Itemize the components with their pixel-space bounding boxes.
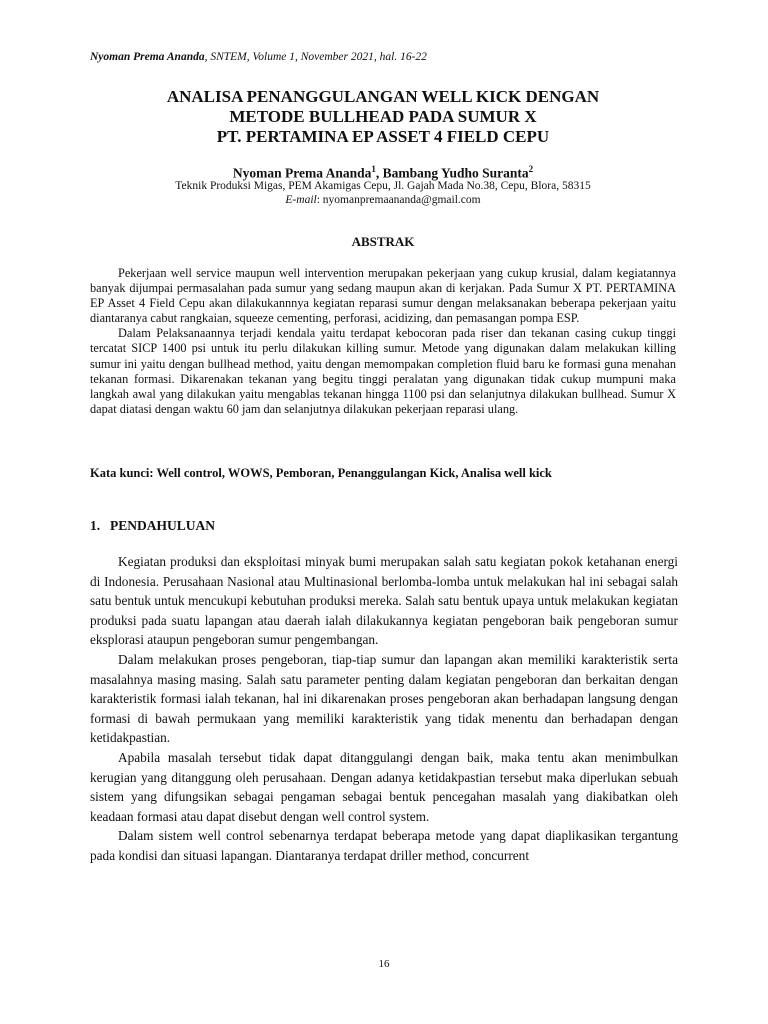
email-line	[90, 193, 676, 207]
running-header	[90, 51, 427, 63]
page-number: 16	[378, 958, 390, 970]
section-number: 1.	[90, 518, 101, 533]
abstract-heading: ABSTRAK	[351, 234, 415, 249]
section-heading	[90, 518, 215, 534]
section-paragraph-1: Kegiatan produksi dan eksploitasi minyak bumi merupakan salah satu kegiatan pokok ketahanan energi di Indonesia. Perusahaan Nasional atau Multinasional berlomba-lomba untuk melakukan hal ini sebagai salah satu bentuk untuk mencukupi kebutuhan produksi mereka. Salah satu bentuk upaya untuk melakukan kegiatan produksi pada suatu lapangan atau daerah ialah dilakukannya kegiatan pengeboran baik pengeboran sumur eksplorasi ataupun pengeboran sumur pengembangan.	[90, 554, 678, 648]
section-title: PENDAHULUAN	[110, 518, 216, 533]
section-paragraph-3: Apabila masalah tersebut tidak dapat ditanggulangi dengan baik, maka tentu akan menimbulkan kerugian yang ditanggung oleh perusahaan. Dengan adanya ketidakpastian tersebut maka diperlukan sebuah sistem yang difungsikan sebagai pengaman sebagai bentuk pencegahan masalah yang diakibatkan oleh keadaan formasi atau dapat disebut dengan well control system.	[90, 749, 678, 824]
author-2-affiliation-mark: 2	[528, 164, 534, 174]
title-line-3: PT. PERTAMINA EP ASSET 4 FIELD CEPU	[216, 127, 550, 146]
email-address: : nyomanpremaananda@gmail.com	[316, 194, 481, 206]
affiliation: Teknik Produksi Migas, PEM Akamigas Cepu, Jl. Gajah Mada No.38, Cepu, Blora, 58315	[175, 180, 591, 192]
section-paragraph-4: Dalam sistem well control sebenarnya terdapat beberapa metode yang dapat diaplikasikan tergantung pada kondisi dan situasi lapangan. Diantaranya terdapat driller method, concurrent	[90, 828, 678, 863]
title-line-2: METODE BULLHEAD PADA SUMUR X	[229, 107, 537, 126]
author-2: Bambang Yudho Suranta	[382, 165, 529, 181]
running-header-author: Nyoman Prema Ananda	[90, 51, 205, 63]
author-1-affiliation-mark: 1	[371, 164, 376, 174]
section-paragraph-2: Dalam melakukan proses pengeboran, tiap-tiap sumur dan lapangan akan memiliki karakteristik serta masalahnya masing masing. Salah satu parameter penting dalam kegiatan pengeboran dan berkaitan dengan karakteristik formasi ialah tekanan, hal ini dikarenakan proses pengeboran akan berhadapan langsung dengan formasi di bawah permukaan yang memiliki karakteristik yang tidak menentu dan berhadapan dengan ketidakpastian.	[90, 651, 678, 746]
abstract-body	[90, 266, 676, 417]
section-body	[90, 552, 678, 866]
keywords: Kata kunci: Well control, WOWS, Pemboran, Penanggulangan Kick, Analisa well kick	[90, 466, 552, 480]
title-line-1: ANALISA PENANGGULANGAN WELL KICK DENGAN	[166, 87, 600, 106]
abstract-paragraph-2: Dalam Pelaksanaannya terjadi kendala yaitu terdapat kebocoran pada riser dan tekanan casing cukup tinggi tercatat SICP 1400 psi untuk itu perlu dilakukan killing sumur. Metode yang digunakan dalam melakukan killing sumur ini yaitu dengan bullhead method, yaitu dengan memompakan completion fluid baru ke formasi guna menahan tekanan formasi. Dikarenakan tekanan yang begitu tinggi peralatan yang digunakan tidak cukup mumpuni maka langkah awal yang dilakukan yaitu mengablas tekanan hingga 1100 psi dan selanjutnya dilakukan bullhead. Sumur X dapat diatasi dengan waktu 60 jam dan selanjutnya dilakukan pekerjaan reparasi ulang.	[90, 326, 676, 416]
running-header-citation: , SNTEM, Volume 1, November 2021, hal. 16-22	[204, 51, 427, 63]
author-separator: ,	[375, 165, 383, 181]
abstract-paragraph-1: Pekerjaan well service maupun well intervention merupakan pekerjaan yang cukup krusial, dalam kegiatannya banyak dijumpai permasalahan pada sumur yang sedang maupun akan di kerjakan. Pada Sumur X PT. PERTAMINA EP Asset 4 Field Cepu akan dilakukannnya kegiatan reparasi sumur dengan melaksanakan beberapa pekerjaan yaitu diantaranya cabut rangkaian, squeeze cementing, perforasi, acidizing, dan pemasangan pompa ESP.	[90, 266, 676, 326]
author-1: Nyoman Prema Ananda	[232, 165, 372, 181]
email-label: E-mail	[285, 194, 317, 206]
paper-title	[90, 87, 676, 147]
